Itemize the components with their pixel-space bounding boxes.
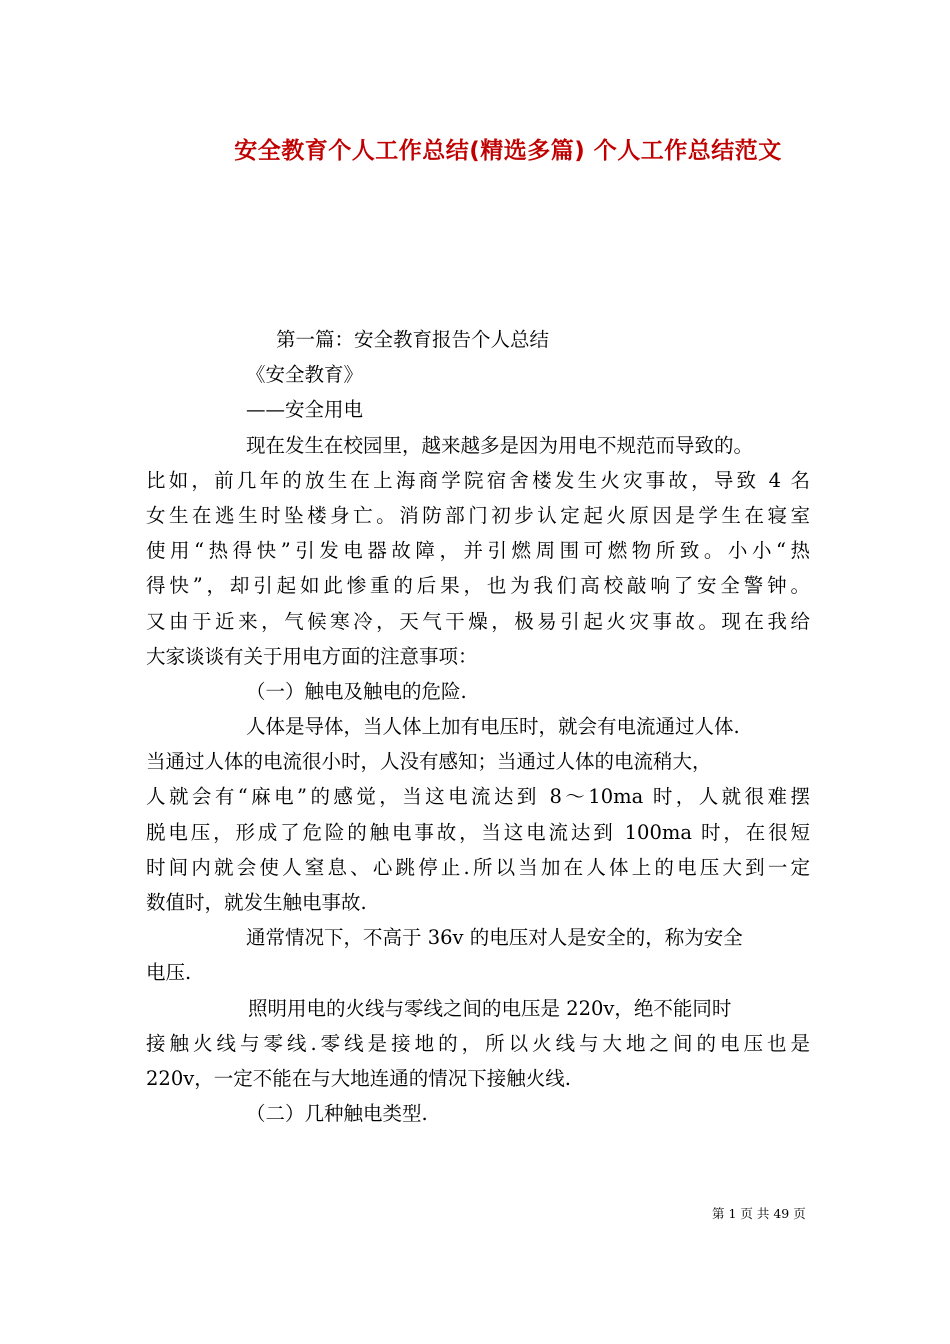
paragraph-line: 时间内就会使人窒息、心跳停止.所以当加在人体上的电压大到一定 (146, 855, 810, 879)
document-body (146, 322, 816, 1131)
paragraph-line: 数值时，就发生触电事故. (146, 891, 367, 914)
paragraph-line: 接触火线与零线.零线是接地的，所以火线与大地之间的电压也是 (146, 1031, 810, 1055)
paragraph-line: 使用“热得快”引发电器故障，并引燃周围可燃物所致。小小“热 (146, 539, 810, 563)
page-number: 第 1 页 共 49 页 (712, 1206, 806, 1221)
paragraph-line: 又由于近来，气候寒冷，天气干燥，极易引起火灾事故。现在我给 (146, 609, 810, 633)
paragraph-line: （二）几种触电类型. (246, 1102, 428, 1126)
paragraph-line: ——安全用电 (246, 398, 364, 422)
paragraph-line: 通常情况下，不高于 36v 的电压对人是安全的，称为安全 (246, 926, 743, 950)
paragraph-line: 女生在逃生时坠楼身亡。消防部门初步认定起火原因是学生在寝室 (146, 503, 810, 527)
paragraph-line: 得快”，却引起如此惨重的后果，也为我们高校敲响了安全警钟。 (146, 574, 810, 598)
paragraph-line: 电压. (146, 961, 192, 985)
paragraph-line: 人就会有“麻电”的感觉，当这电流达到 8～10ma 时，人就很难摆 (146, 785, 810, 809)
paragraph-line: （一）触电及触电的危险. (246, 679, 467, 703)
paragraph-line: 脱电压，形成了危险的触电事故，当这电流达到 100ma 时，在很短 (146, 820, 810, 844)
paragraph-line: 当通过人体的电流很小时，人没有感知；当通过人体的电流稍大， (146, 750, 712, 774)
paragraph-line: 比如，前几年的放生在上海商学院宿舍楼发生火灾事故，导致 4 名 (146, 468, 810, 492)
paragraph-line: 现在发生在校园里，越来越多是因为用电不规范而导致的。 (246, 433, 754, 457)
paragraph-line: 照明用电的火线与零线之间的电压是 220v，绝不能同时 (248, 996, 732, 1020)
paragraph-line: 第一篇：安全教育报告个人总结 (276, 328, 550, 351)
paragraph-line: 《安全教育》 (246, 363, 364, 387)
paragraph-line: 大家谈谈有关于用电方面的注意事项： (146, 644, 478, 668)
paragraph-line: 220v，一定不能在与大地连通的情况下接触火线. (146, 1066, 571, 1090)
document-title: 安全教育个人工作总结(精选多篇) 个人工作总结范文 (234, 138, 782, 164)
paragraph-line: 人体是导体，当人体上加有电压时，就会有电流通过人体. (246, 715, 740, 739)
